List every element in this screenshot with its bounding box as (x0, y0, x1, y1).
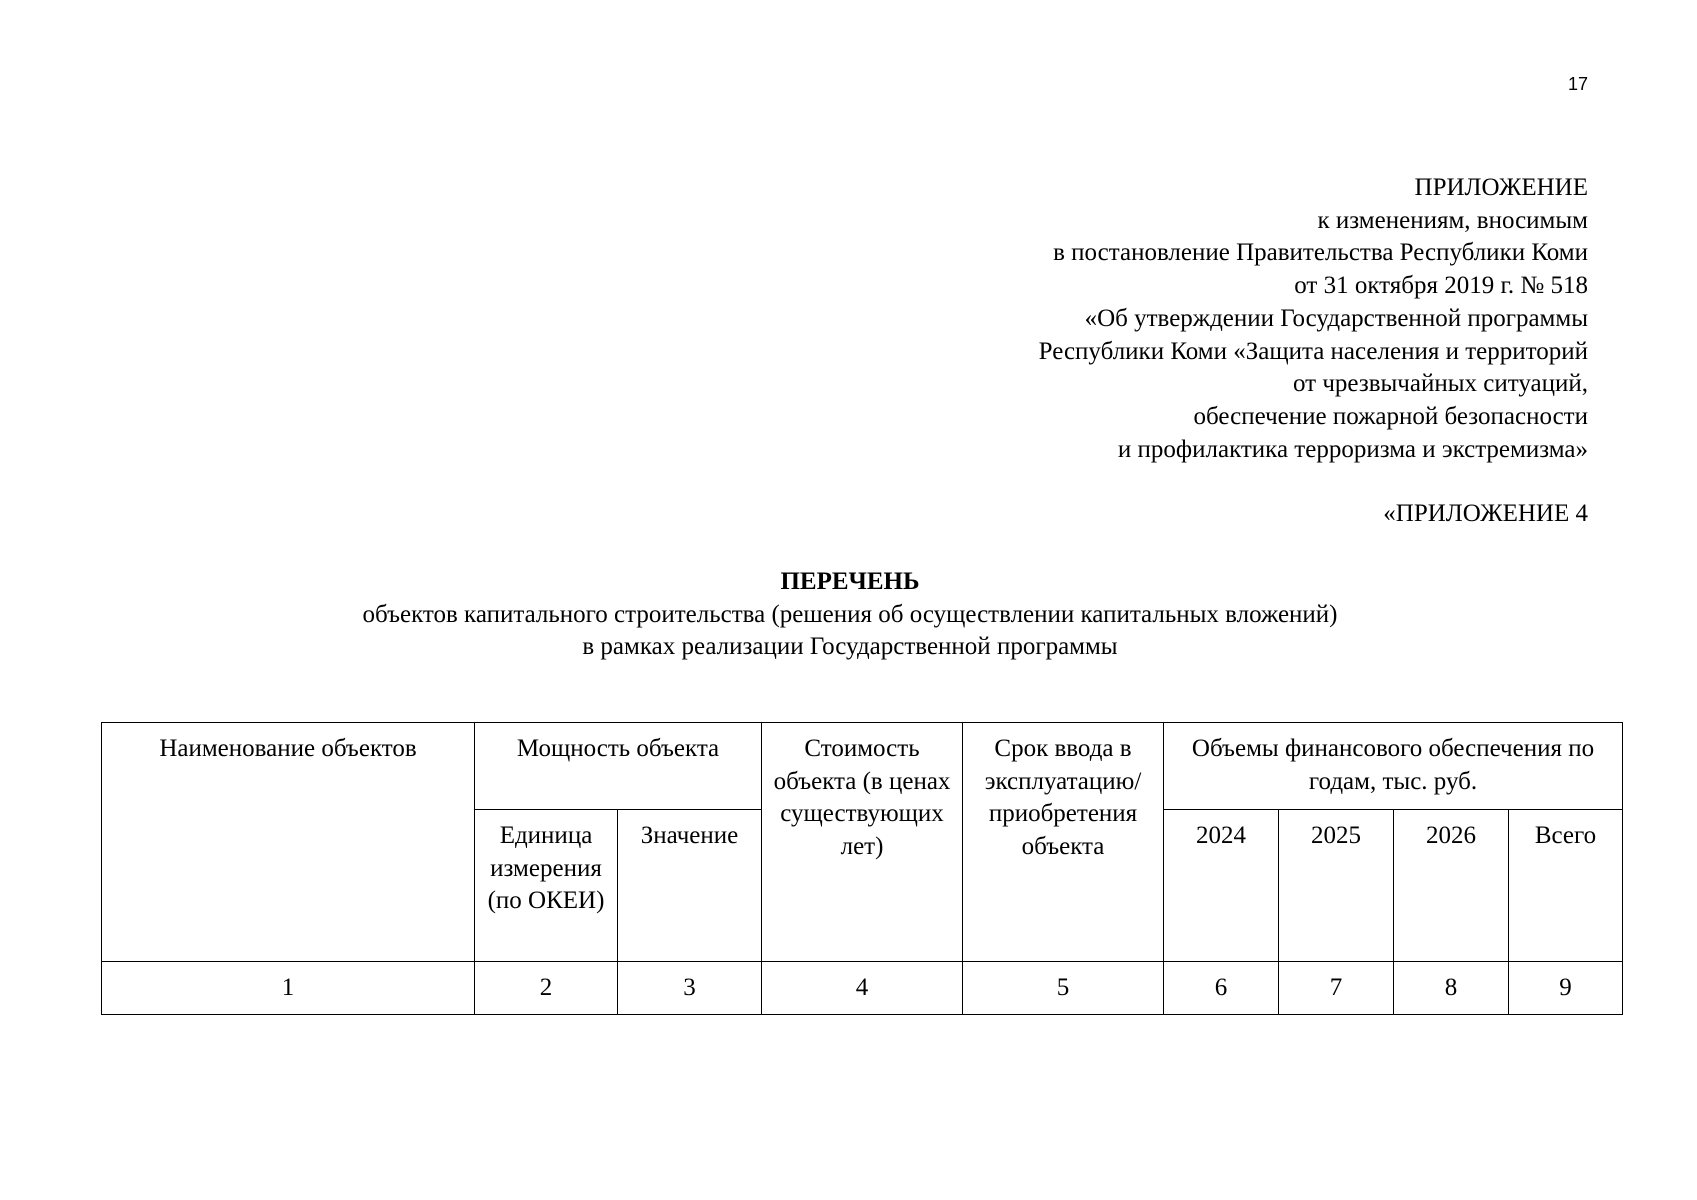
title-subtitle-line: объектов капитального строительства (решения об осуществлении капитальных вложений) (362, 600, 1338, 628)
header-cost: Стоимость объекта (в ценах существующих лет) (762, 723, 963, 962)
header-capacity: Мощность объекта (475, 723, 762, 810)
header-total: Всего (1509, 810, 1623, 962)
capital-objects-table (101, 722, 1623, 1015)
appendix-header (1039, 172, 1588, 466)
column-number-cell: 5 (963, 962, 1164, 1015)
header-commissioning: Срок ввода в эксплуатацию/ приобретения объекта (963, 723, 1164, 962)
appendix-header-line: от чрезвычайных ситуаций, (1293, 370, 1588, 398)
appendix-header-line: Республики Коми «Защита населения и территорий (1038, 337, 1588, 365)
header-unit: Единица измерения (по ОКЕИ) (475, 810, 618, 962)
page-number: 17 (1567, 74, 1588, 94)
appendix-header-line: от 31 октября 2019 г. № 518 (1294, 272, 1588, 300)
appendix-header-line: ПРИЛОЖЕНИЕ (1414, 174, 1588, 201)
appendix-header-line: «Об утверждении Государственной программы (1084, 304, 1588, 332)
header-funding: Объемы финансового обеспечения по годам, тыс. руб. (1164, 723, 1623, 810)
appendix-header-line: к изменениям, вносимым (1317, 206, 1588, 234)
column-number-cell: 7 (1279, 962, 1394, 1015)
header-year-2025: 2025 (1279, 810, 1394, 962)
table-header-row (102, 723, 1623, 810)
appendix-header-line: в постановление Правительства Республики Коми (1053, 239, 1588, 267)
appendix-header-line: обеспечение пожарной безопасности (1193, 402, 1588, 430)
header-year-2026: 2026 (1394, 810, 1509, 962)
table-row (102, 962, 1623, 1015)
title-heading: ПЕРЕЧЕНЬ (780, 568, 920, 595)
column-number-cell: 1 (102, 962, 475, 1015)
column-number-cell: 3 (618, 962, 762, 1015)
header-year-2024: 2024 (1164, 810, 1279, 962)
appendix-header-line: и профилактика терроризма и экстремизма» (1117, 435, 1588, 463)
column-number-cell: 6 (1164, 962, 1279, 1015)
header-object-name: Наименование объектов (102, 723, 475, 962)
appendix-4-label: «ПРИЛОЖЕНИЕ 4 (1383, 500, 1588, 527)
title-subtitle-line: в рамках реализации Государственной программы (582, 633, 1118, 660)
column-number-cell: 2 (475, 962, 618, 1015)
header-value: Значение (618, 810, 762, 962)
document-title (100, 566, 1600, 664)
column-number-cell: 9 (1509, 962, 1623, 1015)
column-number-cell: 4 (762, 962, 963, 1015)
column-number-cell: 8 (1394, 962, 1509, 1015)
